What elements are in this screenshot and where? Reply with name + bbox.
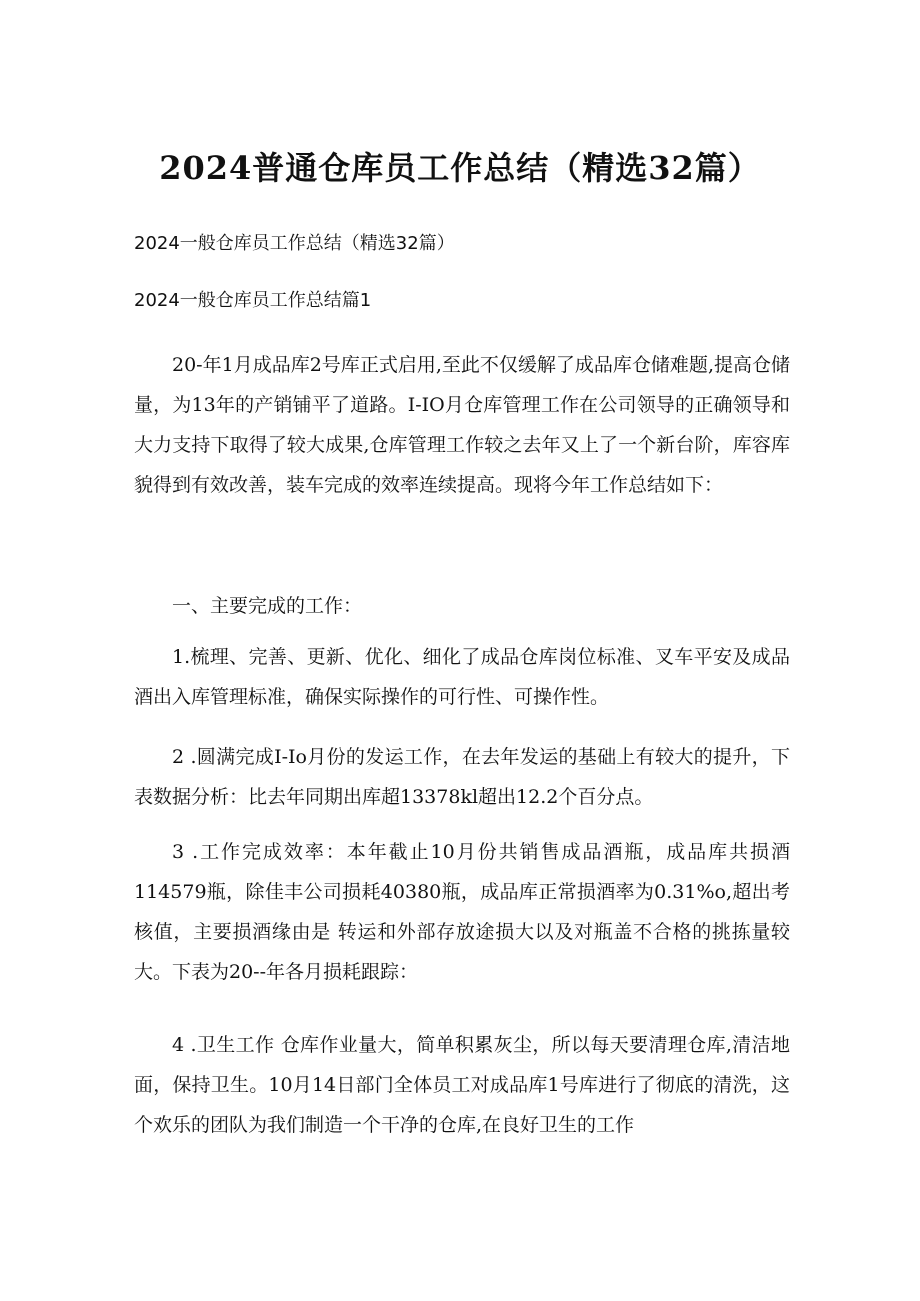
paragraph-item-1: 1.梳理、完善、更新、优化、细化了成品仓库岗位标准、叉车平安及成品酒出入库管理标准，确保实际操作的可行性、可操作性。 <box>134 646 790 708</box>
document-subtitle: 2024一般仓库员工作总结（精选32篇） <box>134 233 455 254</box>
paragraph-intro: 20-年1月成品库2号库正式启用,至此不仅缓解了成品库仓储难题,提高仓储量，为13年的产销铺平了道路。I-IO月仓库管理工作在公司领导的正确领导和大力支持下取得了较大成果,仓库管理工作较之去年又上了一个新台阶，库容库貌得到有效改善，装车完成的效率连续提高。现将今年工作总结如下： <box>134 354 790 496</box>
document-title: 2024普通仓库员工作总结（精选32篇） <box>159 149 761 187</box>
paragraph-item-2: 2 .圆满完成I-Io月份的发运工作，在去年发运的基础上有较大的提升，下表数据分析：比去年同期出库超13378kl超出12.2个百分点。 <box>134 746 790 808</box>
paragraph-item-3: 3 .工作完成效率：本年截止10月份共销售成品酒瓶，成品库共损酒114579瓶，除佳丰公司损耗40380瓶，成品库正常损酒率为0.31%o,超出考核值，主要损酒缘由是 转运和外部存放途损大以及对瓶盖不合格的挑拣量较大。下表为20--年各月损耗跟踪： <box>134 841 790 983</box>
paragraph-item-4: 4 .卫生工作 仓库作业量大，简单积累灰尘，所以每天要清理仓库,清洁地面，保持卫生。10月14日部门全体员工对成品库1号库进行了彻底的清洗，这个欢乐的团队为我们制造一个干净的仓库,在良好卫生的工作 <box>134 1034 790 1136</box>
section-title: 2024一般仓库员工作总结篇1 <box>134 290 372 311</box>
paragraph-heading-main-work: 一、主要完成的工作： <box>172 595 363 617</box>
